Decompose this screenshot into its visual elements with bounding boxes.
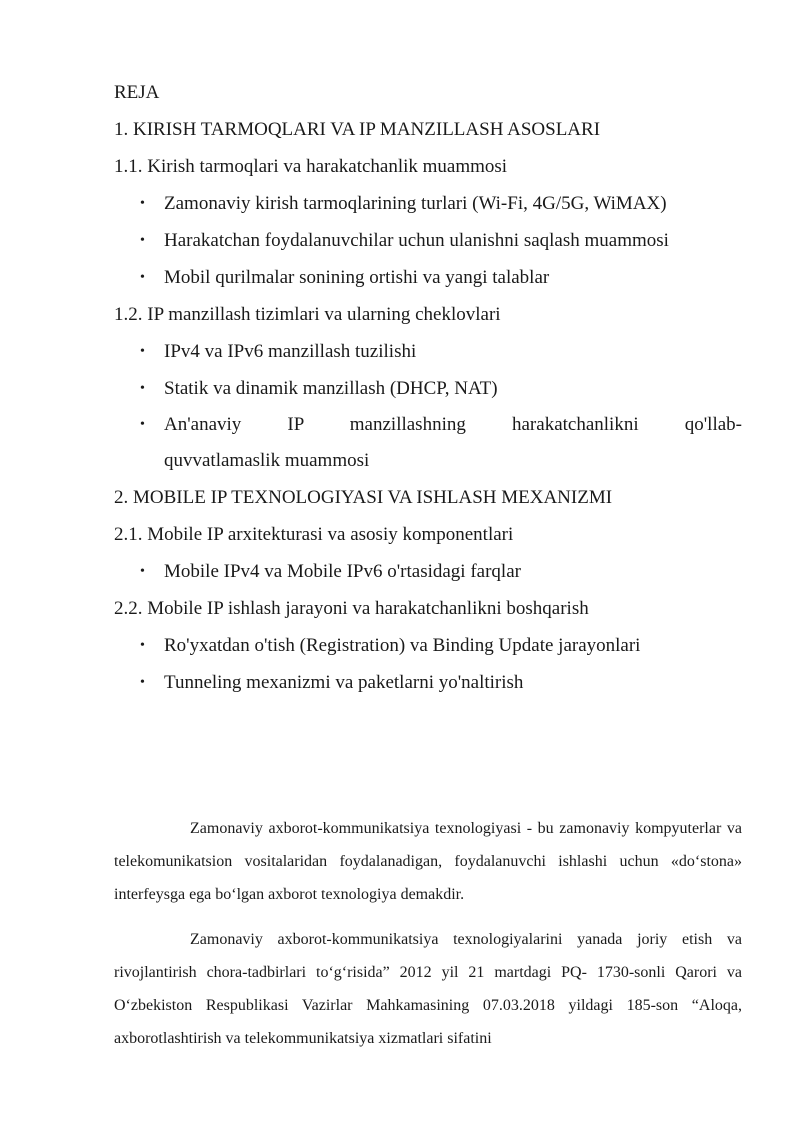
body-paragraph-2: Zamonaviy axborot-kommunikatsiya texnologiyalarini yanada joriy etish va rivojlantirish chora-tadbirlari to‘g‘risida” 2012 yil 21 martdagi PQ- 1730-sonli Qarori va O‘zbekiston Respublikasi Vazirlar Mahkamasining 07.03.2018 yildagi 185-son “Aloqa, axborotlashtirish va telekommunikatsiya xizmatlari sifatini <box>114 931 742 1047</box>
subsection-2-2-list <box>114 627 742 701</box>
bullet-icon: • <box>140 344 145 359</box>
section-2-heading: 2. MOBILE IP TEXNOLOGIYASI VA ISHLASH MEXANIZMI <box>114 487 613 508</box>
bullet-icon: • <box>140 270 145 285</box>
subsection-1-2-list <box>114 333 742 479</box>
bullet-icon: • <box>140 564 145 579</box>
section-1-heading: 1. KIRISH TARMOQLARI VA IP MANZILLASH ASOSLARI <box>114 119 601 140</box>
list-item: • Zamonaviy kirish tarmoqlarining turlari (Wi-Fi, 4G/5G, WiMAX) <box>114 185 742 222</box>
subsection-1-2-heading: 1.2. IP manzillash tizimlari va ularning cheklovlari <box>114 304 501 325</box>
plan-title: REJA <box>114 82 160 103</box>
list-item: • Ro'yxatdan o'tish (Registration) va Binding Update jarayonlari <box>114 627 742 664</box>
document-page <box>114 74 742 701</box>
list-item <box>114 407 742 479</box>
body-paragraph-1: Zamonaviy axborot-kommunikatsiya texnologiyasi - bu zamonaviy kompyuterlar va telekomunikatsion vositalaridan foydalanadigan, foydalanuvchi ishlashi uchun «do‘stona» interfeysga ega bo‘lgan axborot texnologiya demakdir. <box>114 820 742 903</box>
bullet-icon: • <box>140 381 145 396</box>
list-item: • Tunneling mexanizmi va paketlarni yo'naltirish <box>114 664 742 701</box>
subsection-1-1-list <box>114 185 742 296</box>
bullet-icon: • <box>140 233 145 248</box>
subsection-2-1-list <box>114 553 742 590</box>
subsection-1-1-heading: 1.1. Kirish tarmoqlari va harakatchanlik muammosi <box>114 156 508 177</box>
list-item: • IPv4 va IPv6 manzillash tuzilishi <box>114 333 742 370</box>
list-item: • Statik va dinamik manzillash (DHCP, NAT) <box>114 370 742 407</box>
list-item-line: An'anaviy IP manzillashning harakatchanlikni qo'llab- <box>164 414 742 435</box>
bullet-icon: • <box>140 196 145 211</box>
bullet-icon: • <box>140 675 145 690</box>
subsection-2-2-heading: 2.2. Mobile IP ishlash jarayoni va harakatchanlikni boshqarish <box>114 598 589 619</box>
list-item: • Mobile IPv4 va Mobile IPv6 o'rtasidagi farqlar <box>114 553 742 590</box>
list-item: • Harakatchan foydalanuvchilar uchun ulanishni saqlash muammosi <box>114 222 742 259</box>
bullet-icon: • <box>140 638 145 653</box>
bullet-icon: • <box>140 417 145 432</box>
subsection-2-1-heading: 2.1. Mobile IP arxitekturasi va asosiy komponentlari <box>114 524 514 545</box>
list-item: • Mobil qurilmalar sonining ortishi va yangi talablar <box>114 259 742 296</box>
list-item-line: quvvatlamaslik muammosi <box>164 450 370 471</box>
